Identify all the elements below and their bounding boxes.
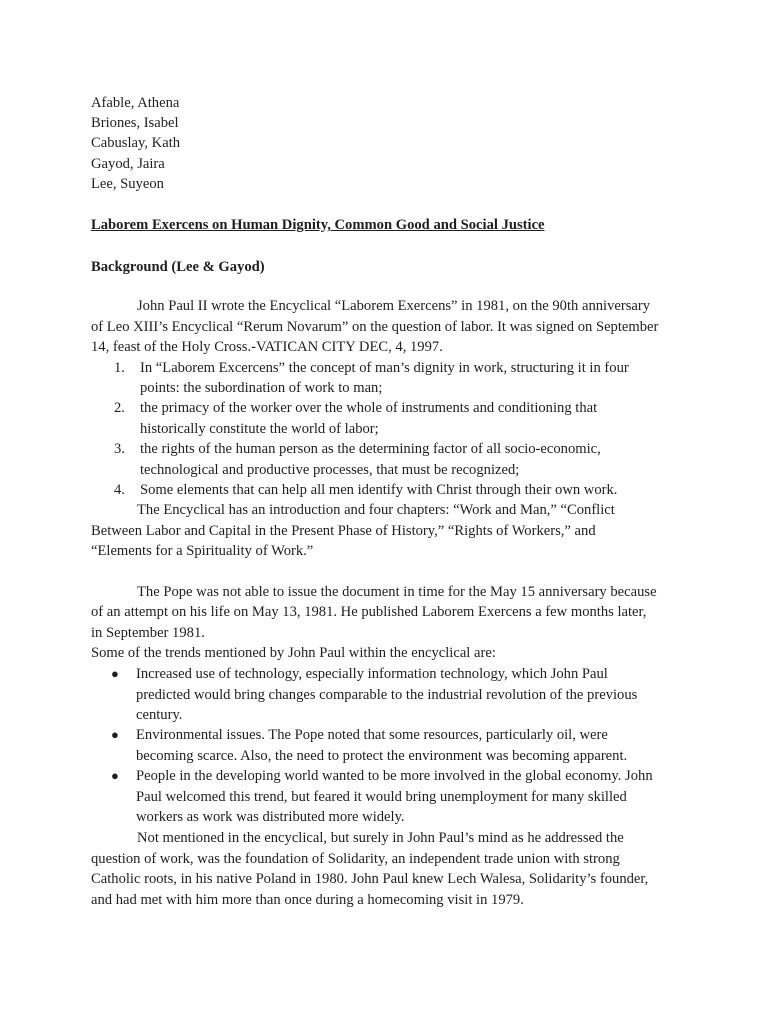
paragraph-line: 14, feast of the Holy Cross.-VATICAN CITY DEC, 4, 1997. xyxy=(91,339,443,355)
list-number: 2. xyxy=(114,400,125,416)
bullet-icon: ● xyxy=(111,666,119,681)
author-name: Cabuslay, Kath xyxy=(91,135,181,151)
list-item-line: Environmental issues. The Pope noted that some resources, particularly oil, were xyxy=(136,727,608,743)
list-number: 4. xyxy=(114,482,125,498)
paragraph-line: of Leo XIII’s Encyclical “Rerum Novarum” on the question of labor. It was signed on September xyxy=(91,319,659,335)
list-item-line: Increased use of technology, especially information technology, which John Paul xyxy=(136,666,608,682)
paragraph-line: “Elements for a Spirituality of Work.” xyxy=(91,543,314,559)
list-item-line: century. xyxy=(136,707,183,723)
list-item-line: historically constitute the world of labor; xyxy=(140,421,379,437)
list-number: 1. xyxy=(114,360,125,376)
paragraph-line: and had met with him more than once during a homecoming visit in 1979. xyxy=(91,892,524,908)
paragraph-line: of an attempt on his life on May 13, 1981. He published Laborem Exercens a few months later, xyxy=(91,604,647,620)
list-item-line: becoming scarce. Also, the need to protect the environment was becoming apparent. xyxy=(136,748,628,764)
list-item-line: the rights of the human person as the determining factor of all socio-economic, xyxy=(140,441,601,457)
list-item-line: points: the subordination of work to man; xyxy=(140,380,383,396)
bullet-icon: ● xyxy=(111,768,119,783)
list-item-line: predicted would bring changes comparable to the industrial revolution of the previous xyxy=(136,687,638,703)
list-item-line: technological and productive processes, that must be recognized; xyxy=(140,462,520,478)
list-item-line: Some elements that can help all men identify with Christ through their own work. xyxy=(140,482,618,498)
paragraph-line: question of work, was the foundation of Solidarity, an independent trade union with strong xyxy=(91,851,620,867)
paragraph-line: Catholic roots, in his native Poland in 1980. John Paul knew Lech Walesa, Solidarity’s founder, xyxy=(91,871,649,887)
paragraph-line: in September 1981. xyxy=(91,625,205,641)
paragraph-line: The Pope was not able to issue the document in time for the May 15 anniversary because xyxy=(137,584,657,600)
list-item-line: People in the developing world wanted to be more involved in the global economy. John xyxy=(136,768,653,784)
list-number: 3. xyxy=(114,441,125,457)
list-item-line: In “Laborem Excercens” the concept of man’s dignity in work, structuring it in four xyxy=(140,360,629,376)
list-item-line: workers as work was distributed more widely. xyxy=(136,809,405,825)
document-title: Laborem Exercens on Human Dignity, Common Good and Social Justice xyxy=(91,217,545,233)
paragraph-line: The Encyclical has an introduction and four chapters: “Work and Man,” “Conflict xyxy=(137,502,615,518)
bullet-icon: ● xyxy=(111,727,119,742)
author-name: Gayod, Jaira xyxy=(91,156,165,172)
paragraph-line: Not mentioned in the encyclical, but surely in John Paul’s mind as he addressed the xyxy=(137,830,624,846)
list-item-line: the primacy of the worker over the whole of instruments and conditioning that xyxy=(140,400,598,416)
author-name: Briones, Isabel xyxy=(91,115,179,131)
paragraph-line: Between Labor and Capital in the Present Phase of History,” “Rights of Workers,” and xyxy=(91,523,596,539)
author-name: Afable, Athena xyxy=(91,95,180,111)
paragraph-line: Some of the trends mentioned by John Paul within the encyclical are: xyxy=(91,645,496,661)
list-item-line: Paul welcomed this trend, but feared it would bring unemployment for many skilled xyxy=(136,789,627,805)
section-heading: Background (Lee & Gayod) xyxy=(91,259,265,275)
paragraph-line: John Paul II wrote the Encyclical “Laborem Exercens” in 1981, on the 90th anniversary xyxy=(137,298,651,314)
author-name: Lee, Suyeon xyxy=(91,176,164,192)
